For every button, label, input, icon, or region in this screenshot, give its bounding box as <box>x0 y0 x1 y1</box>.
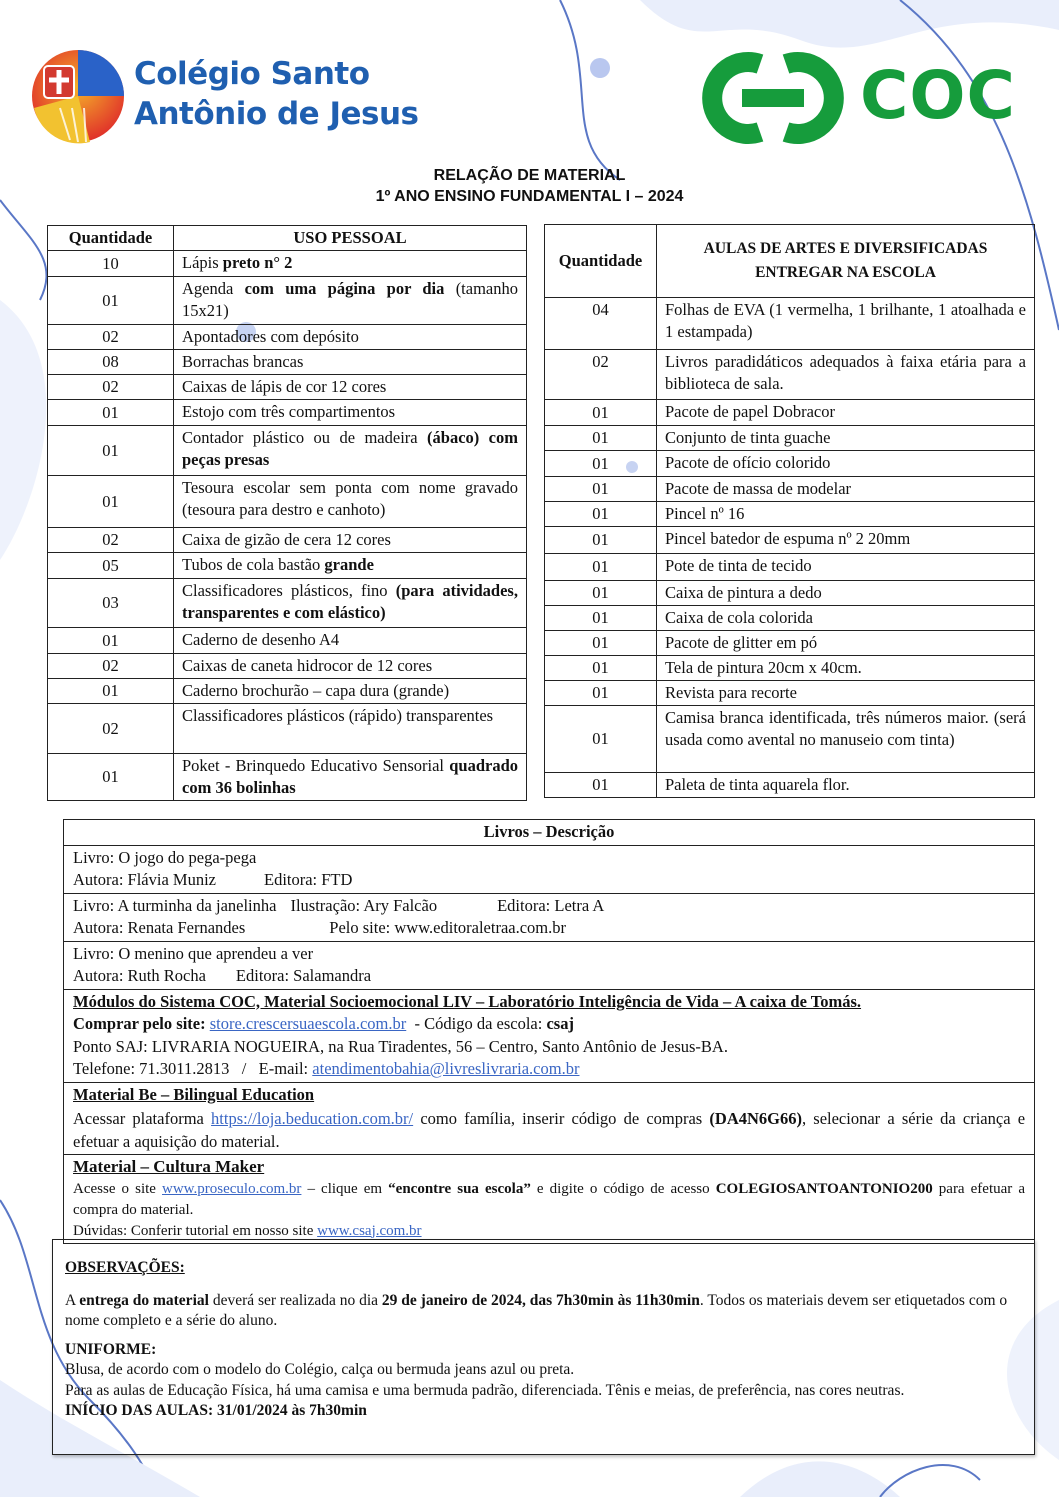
row-item-part-a: Poket - Brinquedo Educativo Sensorial <box>182 756 450 775</box>
row-quantity: 02 <box>48 654 174 679</box>
be-code: (DA4N6G66) <box>709 1109 802 1128</box>
row-item: Folhas de EVA (1 vermelha, 1 brilhante, 1 atoalhada e 1 estampada) <box>657 298 1035 350</box>
row-quantity: 01 <box>545 606 657 631</box>
row-quantity: 01 <box>545 773 657 798</box>
row-item-part-a: Classificadores plásticos, fino <box>182 581 396 600</box>
row-item-part-a: Classificadores plásticos (rápido) transparentes <box>182 706 494 725</box>
delivery-text-e: . Todos os materiais devem ser etiquetados com o nome completo e a série do aluno. <box>65 1291 1008 1329</box>
row-item-part-a: Apontadores com depósito <box>182 327 359 346</box>
row-item: Paleta de tinta aquarela flor. <box>657 773 1035 798</box>
table-row <box>545 554 1035 581</box>
maker-text-1: Acesse o site <box>73 1180 162 1197</box>
row-item-part-a: Tubos de cola bastão <box>182 555 325 574</box>
row-item <box>174 754 527 801</box>
book-3-author: Autora: Ruth Rocha <box>73 966 206 985</box>
books-section <box>63 819 1035 1244</box>
maker-heading: Material – Cultura Maker <box>73 1157 265 1176</box>
maker-text-4: para efetuar a compra do material. <box>73 1180 1026 1218</box>
coc-school-code: csaj <box>546 1014 574 1033</box>
row-item: Camisa branca identificada, três números maior. (será usada como avental no manuseio com tinta) <box>657 706 1035 773</box>
row-item-part-a: Caderno de desenho A4 <box>182 630 340 649</box>
col-personal-use: USO PESSOAL <box>174 226 527 251</box>
table-row <box>48 528 527 553</box>
row-quantity: 01 <box>545 581 657 606</box>
row-item-part-b: (ábaco) com peças presas <box>182 428 519 469</box>
uniform-heading: UNIFORME: <box>65 1340 157 1358</box>
row-quantity: 05 <box>48 553 174 579</box>
row-item: Pacote de papel Dobracor <box>657 400 1035 426</box>
book-2-site: Pelo site: www.editoraletraa.com.br <box>329 918 567 937</box>
books-header: Livros – Descrição <box>483 822 615 841</box>
book-1-publisher: Editora: FTD <box>263 870 353 889</box>
coc-buy-label: Comprar pelo site: <box>73 1014 206 1033</box>
coc-modules-heading: Módulos do Sistema COC, Material Socioemocional LIV – Laboratório Inteligência de Vida – A caixa de Tomás. <box>73 991 862 1011</box>
row-quantity: 04 <box>545 298 657 350</box>
row-quantity: 02 <box>48 704 174 754</box>
delivery-text-a: A <box>65 1291 80 1309</box>
delivery-date: 29 de janeiro de 2024, das 7h30min às 11h30min <box>381 1291 700 1309</box>
book-2-illustrator: Ilustração: Ary Falcão <box>290 895 438 915</box>
row-item <box>174 350 527 375</box>
table-row <box>48 251 527 277</box>
table-row <box>48 325 527 350</box>
row-item-part-a: Caixas de lápis de cor 12 cores <box>182 377 387 396</box>
row-quantity: 01 <box>48 476 174 528</box>
table-row <box>545 706 1035 773</box>
row-quantity: 01 <box>48 400 174 426</box>
row-item: Conjunto de tinta guache <box>657 426 1035 451</box>
coc-email-link[interactable]: atendimentobahia@livreslivraria.com.br <box>312 1059 580 1078</box>
row-item-part-a: Estojo com três compartimentos <box>182 402 396 421</box>
row-item <box>174 679 527 704</box>
delivery-text-c: deverá ser realizada no dia <box>208 1291 382 1309</box>
row-item <box>174 251 527 277</box>
maker-text-3: e digite o código de acesso <box>530 1180 716 1197</box>
uniform-line-1: Blusa, de acordo com o modelo do Colégio, calça ou bermuda jeans azul ou preta. <box>65 1361 575 1378</box>
row-quantity: 03 <box>48 579 174 628</box>
classes-start: INÍCIO DAS AULAS: 31/01/2024 às 7h30min <box>65 1402 367 1419</box>
col-quantity: Quantidade <box>48 226 174 251</box>
document-title: RELAÇÃO DE MATERIAL <box>433 167 626 184</box>
row-item: Livros paradidáticos adequados à faixa etária para a biblioteca de sala. <box>657 350 1035 400</box>
table-row <box>48 628 527 654</box>
row-item <box>174 553 527 579</box>
delivery-text-b: entrega do material <box>79 1291 209 1309</box>
row-item-part-a: Caixas de caneta hidrocor de 12 cores <box>182 656 433 675</box>
row-item-part-a: Borrachas brancas <box>182 352 304 371</box>
table-row <box>48 375 527 400</box>
row-quantity: 01 <box>545 502 657 527</box>
book-1-author: Autora: Flávia Muniz <box>73 870 216 889</box>
personal-use-table <box>47 225 527 801</box>
arts-table <box>544 224 1035 798</box>
table-row <box>545 631 1035 656</box>
be-text-2: como família, inserir código de compras <box>413 1109 710 1128</box>
row-quantity: 02 <box>48 375 174 400</box>
row-item: Pincel nº 16 <box>657 502 1035 527</box>
row-item <box>174 325 527 350</box>
table-header-row <box>48 226 527 251</box>
be-heading: Material Be – Bilingual Education <box>73 1084 315 1104</box>
be-text-3: , selecionar a série da criança e efetuar a aquisição do material. <box>73 1109 1026 1151</box>
row-item <box>174 400 527 426</box>
coc-logo <box>698 50 1038 145</box>
row-item: Caixa de cola colorida <box>657 606 1035 631</box>
coc-store-address: Ponto SAJ: LIVRARIA NOGUEIRA, na Rua Tiradentes, 56 – Centro, Santo Antônio de Jesus-BA. <box>73 1036 728 1056</box>
row-item <box>174 528 527 553</box>
table-row <box>48 704 527 754</box>
row-item: Pacote de ofício colorido <box>657 451 1035 477</box>
row-item <box>174 704 527 754</box>
row-quantity: 01 <box>545 400 657 426</box>
be-education <box>64 1082 1034 1155</box>
row-quantity: 02 <box>48 325 174 350</box>
book-1-title: Livro: O jogo do pega-pega <box>73 847 257 867</box>
coc-store-link[interactable]: store.crescersuaescola.com.br <box>209 1014 407 1033</box>
row-item <box>174 654 527 679</box>
row-item: Caixa de pintura a dedo <box>657 581 1035 606</box>
book-2 <box>64 893 1034 941</box>
maker-help-link[interactable]: www.csaj.com.br <box>317 1222 422 1239</box>
col-arts: AULAS DE ARTES E DIVERSIFICADAS ENTREGAR NA ESCOLA <box>657 225 1035 298</box>
book-3 <box>64 941 1034 989</box>
table-header-row <box>545 225 1035 298</box>
row-item-part-b: grande <box>324 555 374 574</box>
maker-code: COLEGIOSANTOANTONIO200 <box>715 1180 933 1197</box>
document-subtitle: 1º ANO ENSINO FUNDAMENTAL I – 2024 <box>375 188 684 205</box>
table-row <box>48 754 527 801</box>
table-row <box>48 277 527 325</box>
row-item-part-b: preto n° 2 <box>222 253 293 272</box>
table-row <box>545 298 1035 350</box>
school-name <box>134 54 419 134</box>
maker-site-link[interactable]: www.proseculo.com.br <box>162 1180 302 1197</box>
cultura-maker <box>64 1154 1034 1243</box>
row-item <box>174 426 527 476</box>
row-item-part-a: Contador plástico ou de madeira <box>182 428 428 447</box>
row-quantity: 02 <box>48 528 174 553</box>
table-row <box>48 350 527 375</box>
table-row <box>545 426 1035 451</box>
school-crest-icon <box>30 48 126 144</box>
row-item-part-b: (para atividades, transparentes e com elástico) <box>182 581 518 622</box>
delivery-note <box>65 1291 1022 1332</box>
row-quantity: 10 <box>48 251 174 277</box>
table-row <box>545 400 1035 426</box>
coc-modules <box>64 989 1034 1082</box>
table-row <box>545 681 1035 706</box>
row-quantity: 01 <box>545 554 657 581</box>
school-logo <box>30 48 470 148</box>
row-item-part-a: Caderno brochurão – capa dura (grande) <box>182 681 450 700</box>
row-item <box>174 277 527 325</box>
row-item <box>174 375 527 400</box>
book-1 <box>64 845 1034 893</box>
row-quantity: 01 <box>545 527 657 554</box>
row-item <box>174 476 527 528</box>
table-row <box>48 654 527 679</box>
book-2-author: Autora: Renata Fernandes <box>73 918 246 937</box>
coc-symbol-icon <box>698 50 848 145</box>
uniform-line-2: Para as aulas de Educação Física, há uma camisa e uma bermuda padrão, diferenciada. Tênis e meias, de preferência, nas cores neutras. <box>65 1381 905 1399</box>
row-item-part-a: Lápis <box>182 253 223 272</box>
row-quantity: 01 <box>48 679 174 704</box>
book-3-publisher: Editora: Salamandra <box>235 966 372 985</box>
observations-box <box>52 1239 1035 1455</box>
table-row <box>48 679 527 704</box>
row-item-part-a: Agenda <box>182 279 245 298</box>
row-quantity: 01 <box>48 628 174 654</box>
row-item: Revista para recorte <box>657 681 1035 706</box>
observations-heading: OBSERVAÇÕES: <box>65 1259 185 1276</box>
maker-text-2: – clique em <box>301 1180 389 1197</box>
row-item-part-b: quadrado com 36 bolinhas <box>182 756 518 797</box>
row-item: Pote de tinta de tecido <box>657 554 1035 581</box>
row-quantity: 01 <box>545 656 657 681</box>
row-item-part-a: Tesoura escolar sem ponta com nome gravado (tesoura para destro e canhoto) <box>182 478 518 519</box>
coc-code-label: - Código da escola: <box>406 1014 547 1033</box>
row-quantity: 01 <box>48 426 174 476</box>
table-row <box>545 451 1035 477</box>
row-item: Pacote de glitter em pó <box>657 631 1035 656</box>
book-3-title: Livro: O menino que aprendeu a ver <box>73 943 314 963</box>
table-row <box>48 553 527 579</box>
row-quantity: 01 <box>545 426 657 451</box>
row-quantity: 01 <box>545 451 657 477</box>
col-quantity: Quantidade <box>545 225 657 298</box>
coc-phone: Telefone: 71.3011.2813 / E-mail: <box>73 1059 313 1078</box>
table-row <box>545 606 1035 631</box>
row-quantity: 01 <box>545 477 657 502</box>
table-row <box>48 579 527 628</box>
row-quantity: 01 <box>545 706 657 773</box>
row-quantity: 01 <box>545 631 657 656</box>
school-name-line2: Antônio de Jesus <box>134 96 419 132</box>
row-item: Pincel batedor de espuma nº 2 20mm <box>657 527 1035 554</box>
table-row <box>545 656 1035 681</box>
table-row <box>545 350 1035 400</box>
row-item: Pacote de massa de modelar <box>657 477 1035 502</box>
be-text-1: Acessar plataforma <box>73 1109 212 1128</box>
maker-quote: “encontre sua escola” <box>388 1180 531 1197</box>
book-2-title: Livro: A turminha da janelinha <box>73 895 277 915</box>
school-name-line1: Colégio Santo <box>134 56 370 92</box>
table-row <box>545 527 1035 554</box>
table-row <box>48 476 527 528</box>
table-row <box>545 477 1035 502</box>
row-quantity: 01 <box>48 277 174 325</box>
row-item <box>174 628 527 654</box>
table-row <box>48 426 527 476</box>
book-2-publisher: Editora: Letra A <box>497 895 605 915</box>
table-row <box>545 502 1035 527</box>
coc-wordmark: COC <box>860 57 1016 134</box>
be-store-link[interactable]: https://loja.beducation.com.br/ <box>211 1109 414 1128</box>
row-quantity: 08 <box>48 350 174 375</box>
row-quantity: 01 <box>545 681 657 706</box>
row-item-part-c: (tamanho 15x21) <box>182 279 519 320</box>
table-row <box>545 581 1035 606</box>
row-item-part-b: com uma página por dia <box>244 279 445 298</box>
row-item: Tela de pintura 20cm x 40cm. <box>657 656 1035 681</box>
row-quantity: 01 <box>48 754 174 801</box>
table-row <box>48 400 527 426</box>
row-quantity: 02 <box>545 350 657 400</box>
maker-help: Dúvidas: Conferir tutorial em nosso site <box>73 1222 318 1239</box>
row-item-part-a: Caixa de gizão de cera 12 cores <box>182 530 391 549</box>
row-item <box>174 579 527 628</box>
table-row <box>545 773 1035 798</box>
